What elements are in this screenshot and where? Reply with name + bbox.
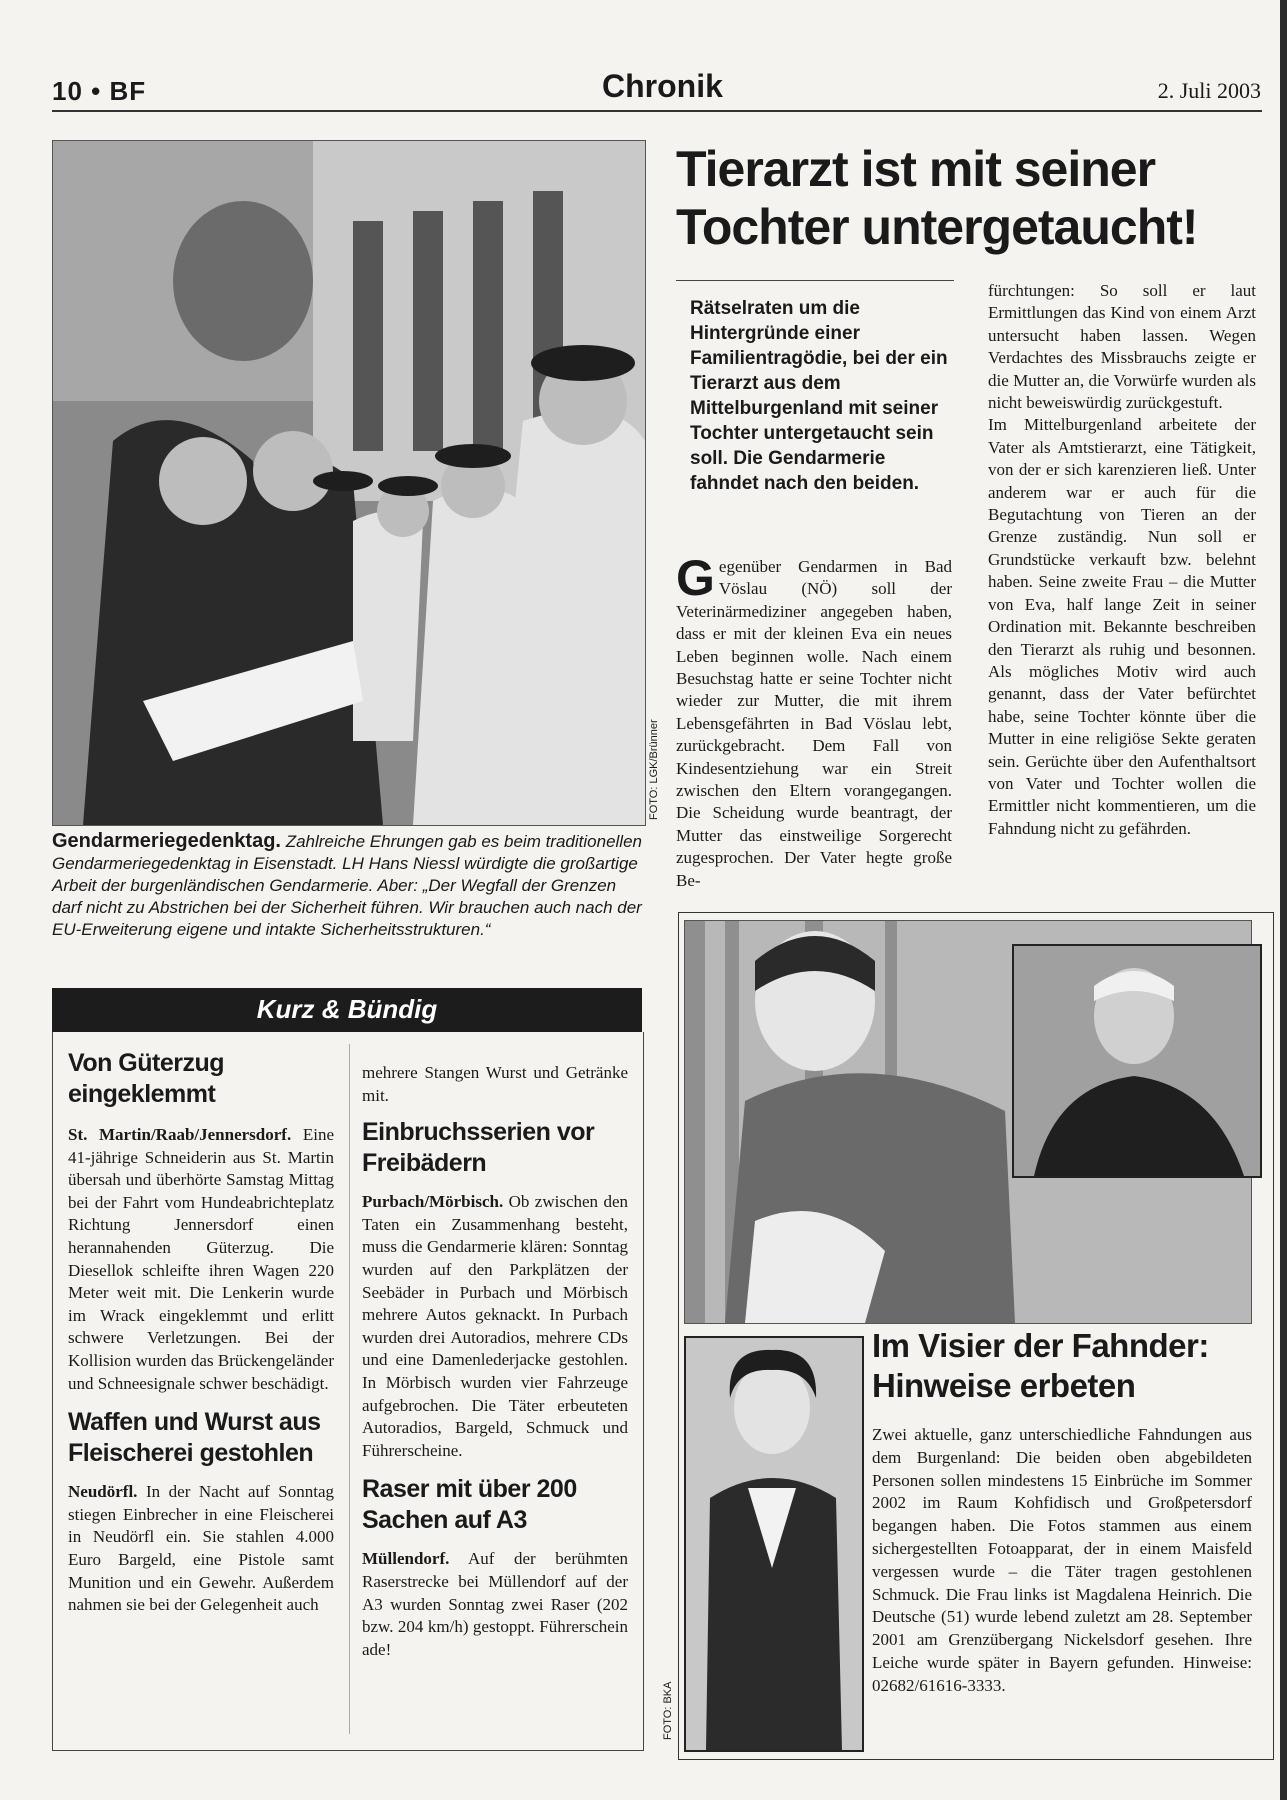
- news-place: St. Martin/Raab/Jennersdorf.: [68, 1125, 292, 1144]
- kurz-column-divider: [349, 1044, 350, 1734]
- article-intro: Rätselraten um die Hintergründe einer Familientragödie, bei der ein Tierarzt aus dem Mittelburgenland mit seiner Tochter untergetaucht sein soll. Die Gendarmerie fahndet nach den beiden.: [690, 298, 948, 494]
- caption-text: Zahlreiche Ehrungen gab es beim traditionellen Gendarmeriegedenktag in Eisenstadt. LH Hans Niessl würdigte die großartige Arbeit der burgenländischen Gendarmerie. Aber: „Der Wegfall der Grenzen darf nicht zu Abstrichen bei der Sicherheit führen. Wir brauchen auch nach der EU-Erweiterung eigene und intakte Sicherheitsstrukturen.“: [52, 832, 642, 939]
- section-title: Chronik: [602, 68, 723, 104]
- scan-edge: [1280, 0, 1287, 1800]
- news-text: In der Nacht auf Sonntag stiegen Einbrecher in eine Fleischerei in Neudörfl ein. Sie stahlen 4.000 Euro Bargeld, eine Pistole samt Munition und ein Gewehr. Außerdem nahmen sie bei der Gelegenheit auch: [68, 1482, 335, 1615]
- article-headline: Im Visier der Fahnder: Hinweise erbeten: [872, 1327, 1209, 1404]
- ceremony-photo: [52, 140, 646, 826]
- header-rule: [52, 110, 1262, 112]
- news-headline: Waffen und Wurst aus Fleischerei gestohlen: [68, 1408, 321, 1468]
- kurz-column-1: [68, 1048, 334, 1617]
- news-text: Ob zwischen den Taten ein Zusammenhang besteht, muss die Gendarmerie klären: Sonntag wurden auf den Parkplätzen der Seebäder in Purbach und Mörbisch mehrere Autos geknackt. In Purbach wurden drei Autoradios, mehrere CDs und eine Damenlederjacke gestohlen. In Mörbisch wurden vier Fahrzeuge aufgebrochen. Die Täter erbeuteten Autoradios, Bargeld, Schmuck und Führerscheine.: [362, 1192, 628, 1460]
- news-headline: Von Güterzug eingeklemmt: [68, 1049, 225, 1108]
- news-text: Auf der berühmten Raserstrecke bei Müllendorf auf der A3 wurden Sonntag zwei Raser (202 bzw. 204 km/h) gestoppt. Führerschein ade!: [362, 1549, 628, 1659]
- issue-date: 2. Juli 2003: [1157, 78, 1261, 103]
- article-column-2: [988, 280, 1256, 840]
- news-place: Neudörfl.: [68, 1482, 138, 1502]
- suspect-man-photo: [1012, 944, 1262, 1178]
- news-headline: Einbruchsserien vor Freibädern: [362, 1118, 595, 1178]
- news-body: [68, 1124, 334, 1395]
- dropcap: G: [676, 550, 715, 606]
- news-body: [362, 1191, 628, 1462]
- article-paragraph: fürchtungen: So soll er laut Ermittlungen das Kind von einem Arzt untersucht haben lassen. Wegen Verdachtes des Missbrauchs zeigte er die Mutter an, die Vorwürfe wurden als nicht beweiswürdig zurückgestuft.: [988, 281, 1256, 413]
- caption-lead: Gendarmeriegedenktag.: [52, 830, 281, 852]
- intro-rule: [676, 280, 954, 281]
- news-headline: Raser mit über 200 Sachen auf A3: [362, 1475, 577, 1535]
- photo-credit: FOTO: LGK/Brünner: [648, 719, 660, 820]
- photo-credit: FOTO: BKA: [662, 1681, 674, 1740]
- kurz-column-2: [362, 1062, 628, 1661]
- article-headline: Tierarzt ist mit seiner Tochter untergetaucht!: [676, 141, 1198, 255]
- page-number: 10 • BF: [52, 76, 147, 106]
- missing-woman-photo: [684, 1336, 864, 1752]
- news-body: [68, 1481, 334, 1617]
- article-column-1: [676, 550, 952, 892]
- article-paragraph: Im Mittelburgenland arbeitete der Vater als Amtstierarzt, eine Tätigkeit, von der er sich karenzieren ließ. Unter anderem war er auch für die Begutachtung von Tieren an der Grenze zuständig. Nun soll er Grundstücke verkauft bzw. belehnt haben. Seine zweite Frau – die Mutter von Eva, half lange Zeit in seiner Ordination mit. Bekannte beschreiben den Tierarzt als ruhig und besonnen. Als mögliches Motiv wird auch genannt, dass der Vater befürchtet habe, seine Tochter könnte über die Mutter in eine religiöse Sekte geraten sein. Gerüchte über den Aufenthaltsort von Vater und Tochter wollen die Ermittler nicht kommentieren, um die Fahndung nicht zu gefährden.: [988, 415, 1256, 838]
- article-text-1: egenüber Gendarmen in Bad Vöslau (NÖ) soll der Veterinärmediziner angegeben haben, dass er mit der kleinen Eva ein neues Leben beginnen wolle. Nach einem Besuchstag hatte er seine Tochter nicht wieder zur Mutter, die mit ihrem Lebensgefährten in Bad Vöslau lebt, zurückgebracht. Dem Fall von Kindesentziehung war ein Streit zwischen den Eltern vorangegangen. Die Scheidung wurde beantragt, der Mutter das einstweilige Sorgerecht zugesprochen. Der Vater hegte große Be-: [676, 557, 952, 890]
- article-text: Zwei aktuelle, ganz unterschiedliche Fahndungen aus dem Burgenland: Die beiden oben abgebildeten Personen sollen mindestens 15 Einbrüche im Sommer 2002 im Raum Kohfidisch und Großpetersdorf begangen haben. Die Fotos stammen aus einem sichergestellten Fotoapparat, der in einem Maisfeld vergessen wurde – die Täter tragen gestohlenen Schmuck. Die Frau links ist Magdalena Heinrich. Die Deutsche (51) wurde lebend zuletzt am 28. September 2001 am Grenzübergang Nickelsdorf gesehen. Ihre Leiche wurde später in Bayern gefunden. Hinweise: 02682/61616-3333.: [872, 1425, 1252, 1695]
- kurz-title: Kurz & Bündig: [256, 994, 438, 1024]
- news-continuation: mehrere Stangen Wurst und Getränke mit.: [362, 1063, 628, 1105]
- news-body: [362, 1548, 628, 1661]
- news-place: Müllendorf.: [362, 1549, 450, 1569]
- news-place: Purbach/Mörbisch.: [362, 1192, 504, 1212]
- news-text: Eine 41-jährige Schneiderin aus St. Martin übersah und überhörte Samstag Mittag bei der Fahrt vom Hundeabrichteplatz Richtung Jennersdorf einen herannahenden Güterzug. Die Diesellok schleifte ihren Wagen 220 Meter weit mit. Die Lenkerin wurde im Wrack eingeklemmt und erlitt schwere Verletzungen. Bei der Kollision wurden das Brückengeländer und Schneesignale schwer beschädigt.: [68, 1125, 335, 1393]
- photo-caption: [52, 830, 642, 941]
